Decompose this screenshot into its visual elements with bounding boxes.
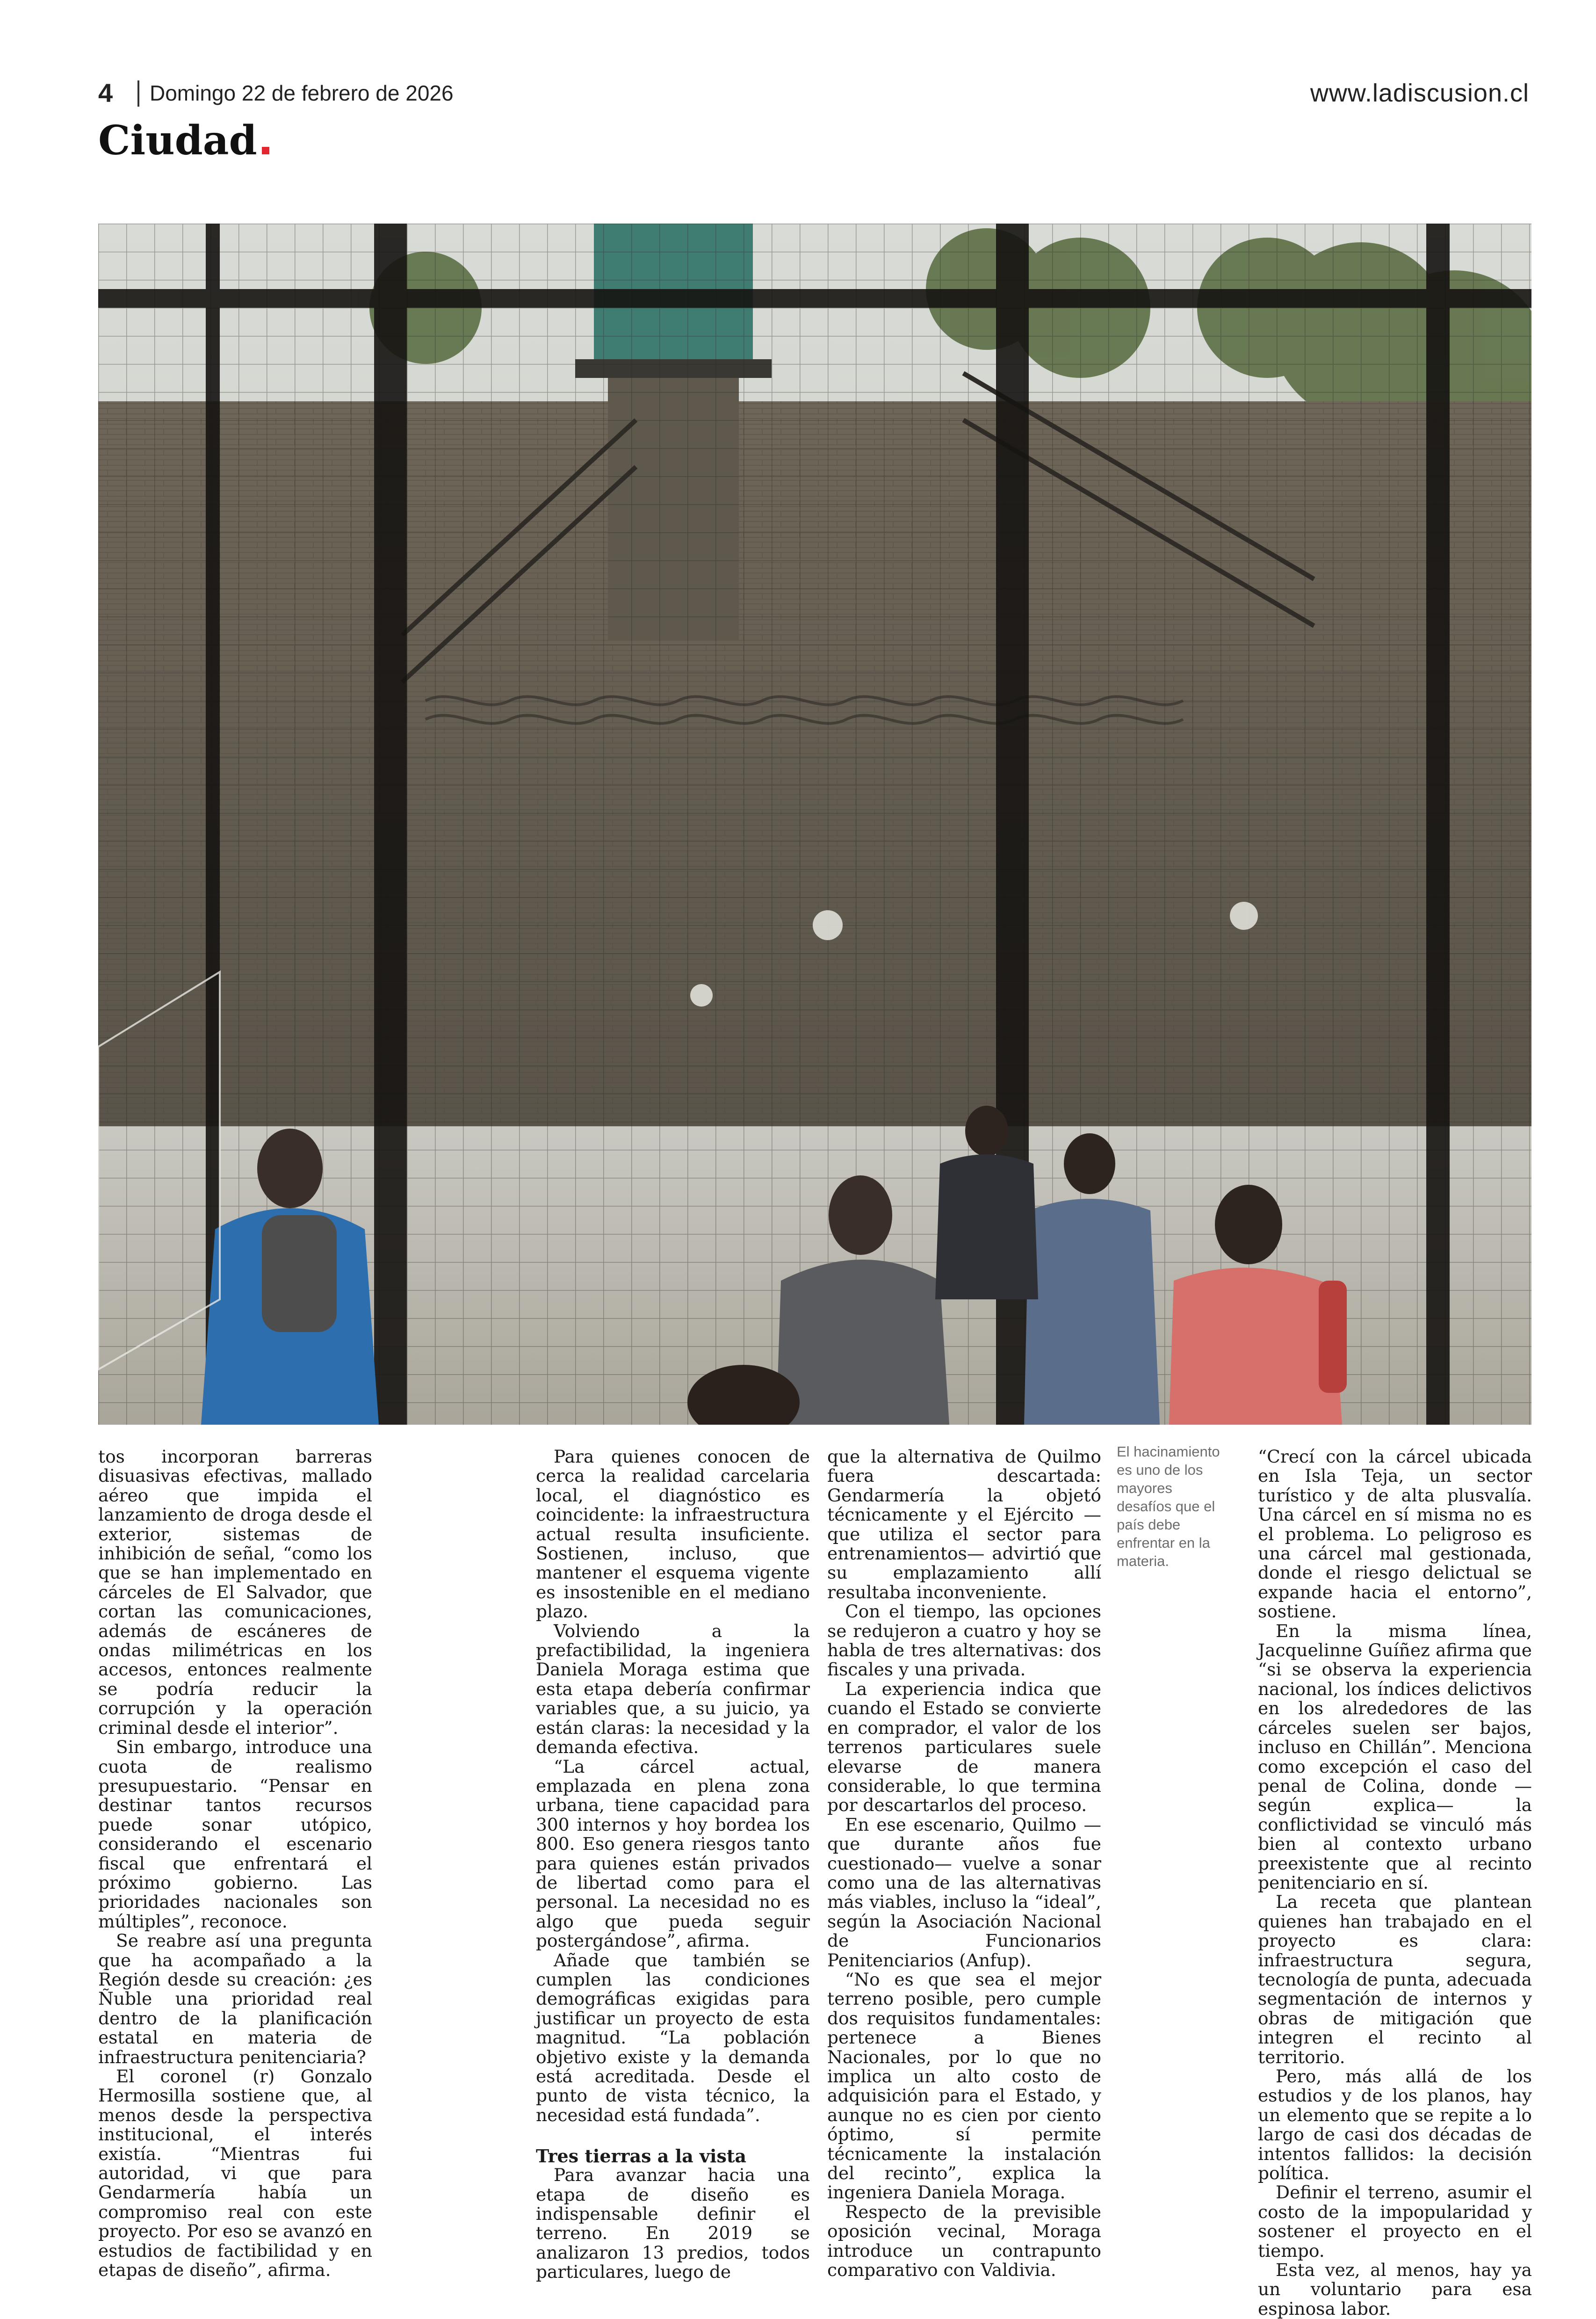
website-link[interactable]: www.ladiscusion.cl: [1310, 79, 1529, 107]
folio-divider: [137, 80, 139, 107]
paragraph: “No es que sea el mejor terreno posible, pero cumple dos requisitos fundamentales: pertenece a Bienes Nacionales, por lo que no implica un alto costo de adquisición para el Estado, y aunque no es cien por ciento óptimo, sí permite técnicamente la instalación del recinto”, explica la ingeniera Daniela Moraga.: [827, 1969, 1101, 2203]
paragraph: Volviendo a la prefactibilidad, la ingeniera Daniela Moraga estima que esta etapa debería confirmar variables que, a su juicio, ya están claras: la necesidad y la demanda efectiva.: [536, 1620, 810, 1758]
paragraph: que la alternativa de Quilmo fuera descartada: Gendarmería la objetó técnicamente y el Ejército —que utiliza el sector para entrenamientos— advirtió que su emplazamiento allí resultaba inconveniente.: [827, 1446, 1101, 1602]
paragraph: Esta vez, al menos, hay ya un voluntario para esa espinosa labor.: [1258, 2260, 1532, 2319]
paragraph: “Crecí con la cárcel ubicada en Isla Teja, un sector turístico y de alta plusvalía. Una cárcel en sí misma no es el problema. Lo peligroso es una cárcel mal gestionada, donde el riesgo delictual se expande hacia el entorno”, sostiene.: [1258, 1446, 1532, 1622]
article-column-2: [536, 1447, 810, 2282]
paragraph: La experiencia indica que cuando el Estado se convierte en comprador, el valor de los terrenos particulares suele elevarse de manera considerable, lo que termina por descartarlos del proceso.: [827, 1678, 1101, 1816]
paragraph: Añade que también se cumplen las condiciones demográficas exigidas para justificar un proyecto de esta magnitud. “La población objetivo existe y la demanda está acreditada. Desde el punto de vista técnico, la necesidad está fundada”.: [536, 1949, 810, 2125]
prison-photo: [98, 224, 1531, 1425]
paragraph: La receta que plantean quienes han trabajado en el proyecto es clara: infraestructura segura, tecnología de punta, adecuada segmentación de internos y obras de mitigación que integren el recinto al territorio.: [1258, 1891, 1532, 2067]
photo-caption: El hacinamiento es uno de los mayores desafíos que el país debe enfrentar en la materia.: [1117, 1443, 1220, 1569]
paragraph: tos incorporan barreras disuasivas efectivas, mallado aéreo que impida el lanzamiento de droga desde el exterior, sistemas de inhibición de señal, “como los que se han implementado en cárceles de El Salvador, que cortan las comunicaciones, además de escáneres de ondas milimétricas en los accesos, entonces realmente se podría reducir la corrupción y la operación criminal desde el interior”.: [98, 1446, 372, 1738]
page-number: 4: [98, 78, 113, 108]
paragraph: Se reabre así una pregunta que ha acompañado a la Región desde su creación: ¿es Ñuble una prioridad real dentro de la planificación estatal en materia de infraestructura penitenciaria?: [98, 1930, 372, 2067]
paragraph: En la misma línea, Jacquelinne Guíñez afirma que “si se observa la experiencia nacional, los índices delictivos en los alrededores de las cárceles suelen ser bajos, incluso en Chillán”. Menciona como excepción el caso del penal de Colina, donde —según explica— la conflictividad se vinculó más bien al contexto urbano preexistente que al recinto penitenciario en sí.: [1258, 1620, 1532, 1893]
issue-date: Domingo 22 de febrero de 2026: [150, 81, 454, 105]
section-label: Ciudad: [98, 117, 257, 164]
paragraph: Para quienes conocen de cerca la realidad carcelaria local, el diagnóstico es coincidente: la infraestructura actual resulta insuficiente. Sostienen, incluso, que mantener el esquema vigente es insostenible en el mediano plazo.: [536, 1446, 810, 1622]
paragraph: Pero, más allá de los estudios y de los planos, hay un elemento que se repite a lo largo de casi dos décadas de intentos fallidos: la decisión política.: [1258, 2066, 1532, 2184]
article-column-4: [1258, 1447, 1532, 2319]
paragraph: En ese escenario, Quilmo —que durante años fue cuestionado— vuelve a sonar como una de las alternativas más viables, incluso la “ideal”, según la Asociación Nacional de Funcionarios Penitenciarios (Anfup).: [827, 1814, 1101, 1971]
paragraph: Sin embargo, introduce una cuota de realismo presupuestario. “Pensar en destinar tantos recursos puede sonar utópico, considerando el escenario fiscal que enfrentará el próximo gobierno. Las prioridades nacionales son múltiples”, reconoce.: [98, 1737, 372, 1932]
article-column-1: [98, 1447, 372, 2280]
paragraph: Con el tiempo, las opciones se redujeron a cuatro y hoy se habla de tres alternativas: dos fiscales y una privada.: [827, 1601, 1101, 1680]
paragraph: “La cárcel actual, emplazada en plena zona urbana, tiene capacidad para 300 internos y hoy bordea los 800. Eso genera riesgos tanto para quienes están privados de libertad como para el personal. La necesidad no es algo que pueda seguir postergándose”, afirma.: [536, 1756, 810, 1951]
paragraph: Respecto de la previsible oposición vecinal, Moraga introduce un contrapunto comparativo con Valdivia.: [827, 2201, 1101, 2281]
paragraph: Para avanzar hacia una etapa de diseño es indispensable definir el terreno. En 2019 se analizaron 13 predios, todos particulares, luego de: [536, 2165, 810, 2283]
article-column-3: [827, 1447, 1101, 2280]
prison-yard-illustration: [98, 224, 1531, 1425]
section-accent-dot: [262, 147, 269, 154]
paragraph: El coronel (r) Gonzalo Hermosilla sostiene que, al menos desde la perspectiva institucional, el interés existía. “Mientras fui autoridad, vi que para Gendarmería había un compromiso real con este proyecto. Por eso se avanzó en estudios de factibilidad y en etapas de diseño”, afirma.: [98, 2066, 372, 2281]
section-title: [98, 117, 269, 164]
paragraph: Definir el terreno, asumir el costo de la impopularidad y sostener el proyecto en el tiempo.: [1258, 2182, 1532, 2261]
page-folio: [98, 74, 1529, 116]
subheading: Tres tierras a la vista: [536, 2145, 747, 2167]
